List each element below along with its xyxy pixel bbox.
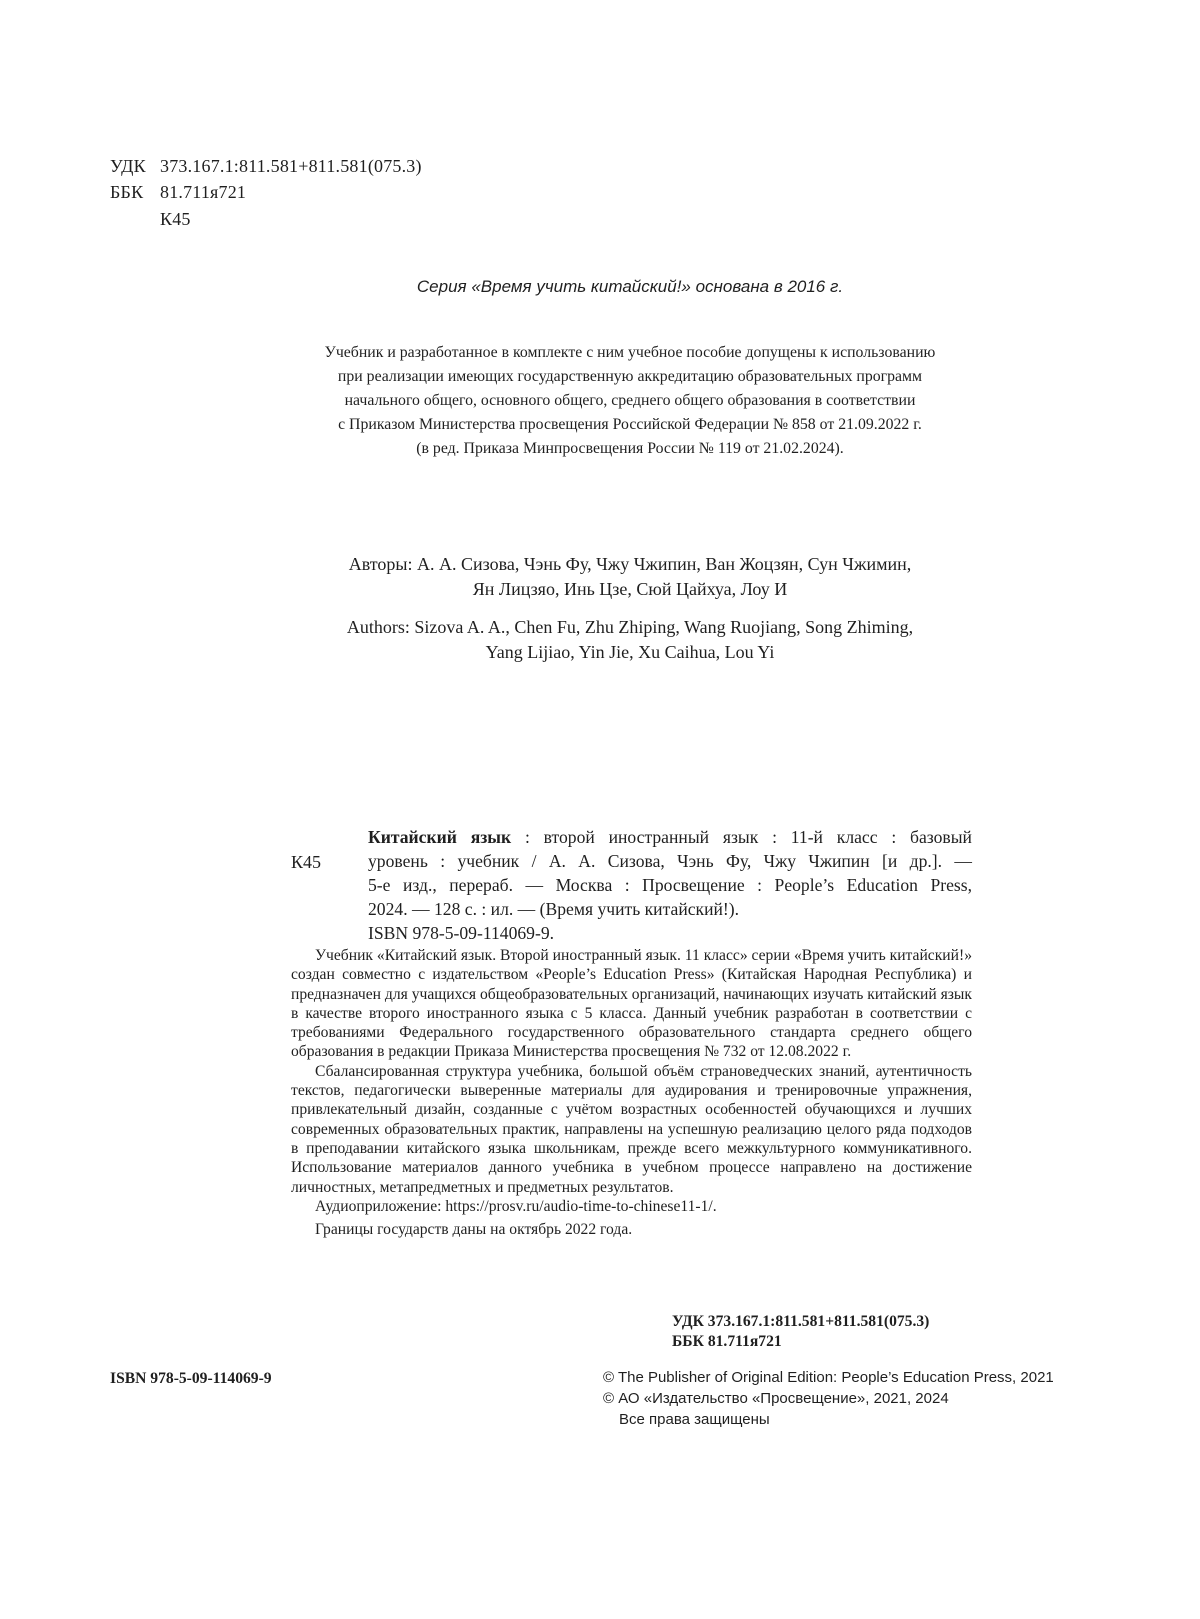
biblio-line-1 [368, 825, 972, 849]
approval-line: (в ред. Приказа Минпросвещения России № 119 от 21.02.2024). [416, 440, 844, 457]
approval-line: при реализации имеющих государственную аккредитацию образовательных программ [337, 368, 923, 385]
annotation-borders-note: Границы государств даны на октябрь 2022 года. [315, 1221, 633, 1239]
udk-value: 373.167.1:811.581+811.581(075.3) [160, 156, 422, 176]
annotation [291, 946, 972, 1239]
author-mark-header: К45 [160, 209, 191, 229]
udk-header [110, 156, 422, 177]
udk-bbk-bottom [672, 1312, 929, 1352]
bbk-label: ББК [110, 182, 144, 202]
isbn-bottom: ISBN 978-5-09-114069-9 [110, 1370, 272, 1387]
biblio-line-2: уровень : учебник / А. А. Сизова, Чэнь Фу, Чжу Чжипин [и др.]. — [368, 851, 972, 871]
annotation-paragraph-1: Учебник «Китайский язык. Второй иностранный язык. 11 класс» серии «Время учить китайский!» создан совместно с издательством «People’s Education Press» (Китайская Народная Республика) и предназначен для учащихся общеобразовательных организаций, начинающих изучать китайский язык в качестве второго иностранного языка с 5 класса. Данный учебник разработан в соответствии с требованиями Федерального государственного образовательного стандарта среднего общего образования в редакции Приказа Министерства просвещения № 732 от 12.08.2022 г. [291, 947, 972, 1061]
bbk-value: 81.711я721 [160, 182, 247, 202]
copyright-block [603, 1367, 1054, 1430]
bbk-bottom: ББК 81.711я721 [672, 1333, 782, 1350]
annotation-paragraph-2: Сбалансированная структура учебника, большой объём страноведческих знаний, аутентичность текстов, педагогически выверенные материалы для аудирования и тренировочные упражнения, привлекательный дизайн, созданные с учётом возрастных особенностей обучающихся и лучших современных образовательных практик, направлены на успешную реализацию целого ряда подходов в преподавании китайского языка школьникам, прежде всего межкультурного коммуникативного. Использование материалов данного учебника в учебном процессе направлено на достижение личностных, метапредметных и предметных результатов. [291, 1062, 972, 1196]
udk-bottom: УДК 373.167.1:811.581+811.581(075.3) [672, 1313, 930, 1330]
authors-ru-line: Авторы: А. А. Сизова, Чэнь Фу, Чжу Чжипин, Ван Жоцзян, Сун Чжимин, [348, 554, 912, 574]
bibliographic-author-mark: К45 [291, 852, 322, 872]
biblio-line-4: 2024. — 128 с. : ил. — (Время учить китайский!). [368, 899, 740, 919]
biblio-line-3: 5-е изд., перераб. — Москва : Просвещение : People’s Education Press, [368, 875, 972, 895]
biblio-line-1-rest: : второй иностранный язык : 11-й класс : базовый [511, 827, 972, 847]
approval-line: с Приказом Министерства просвещения Российской Федерации № 858 от 21.09.2022 г. [338, 416, 922, 433]
udk-label: УДК [110, 156, 146, 176]
authors-ru [0, 552, 1200, 602]
approval-line: начального общего, основного общего, среднего общего образования в соответствии [344, 392, 916, 409]
authors-en-line: Authors: Sizova A. A., Chen Fu, Zhu Zhiping, Wang Ruojiang, Song Zhiming, [346, 617, 914, 637]
authors-en [0, 615, 1200, 665]
authors-en-line: Yang Lijiao, Yin Jie, Xu Caihua, Lou Yi [485, 642, 775, 662]
authors-ru-line: Ян Лицзяо, Инь Цзе, Сюй Цайхуа, Лоу И [472, 579, 788, 599]
series-note: Серия «Время учить китайский!» основана в 2016 г. [416, 277, 844, 296]
approval-line: Учебник и разработанное в комплекте с ним учебное пособие допущены к использованию [324, 344, 936, 361]
bibliographic-description [368, 825, 972, 945]
bbk-header [110, 182, 246, 203]
biblio-line-5: ISBN 978-5-09-114069-9. [368, 923, 555, 943]
copyright-line: © АО «Издательство «Просвещение», 2021, 2024 [603, 1390, 949, 1407]
copyright-line: © The Publisher of Original Edition: People’s Education Press, 2021 [603, 1369, 1054, 1386]
book-title: Китайский язык [368, 827, 512, 847]
rights-reserved: Все права защищены [619, 1411, 770, 1428]
annotation-audio-link: Аудиоприложение: https://prosv.ru/audio-time-to-chinese11-1/. [315, 1197, 717, 1215]
approval-block [0, 341, 1200, 461]
